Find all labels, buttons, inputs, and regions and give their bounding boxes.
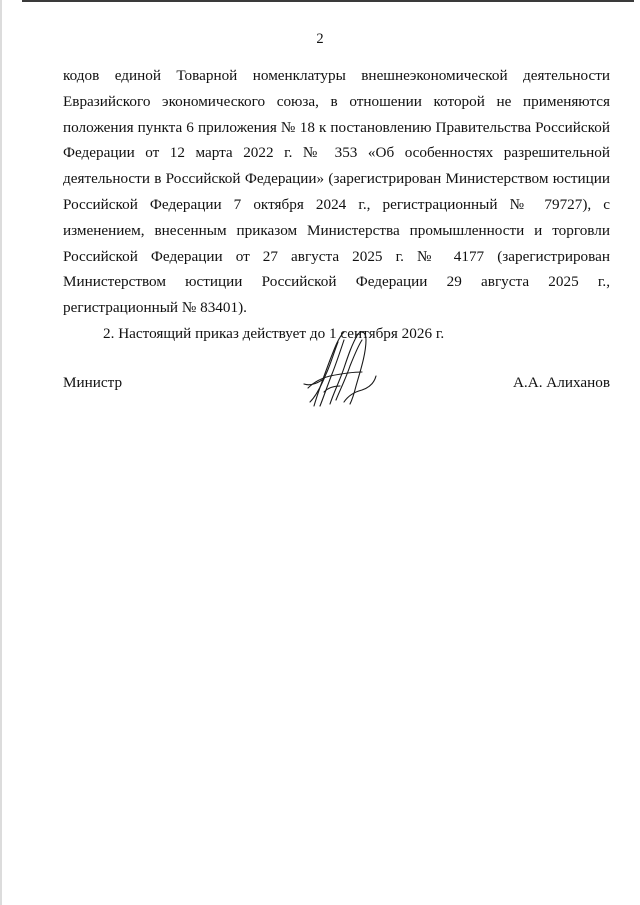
document-body [63,63,610,347]
page-number: 2 [316,31,324,47]
signer-name: А.А. Алиханов [512,374,610,391]
signer-title: Министр [63,374,123,391]
paragraph-1-continuation: кодов единой Товарной номенклатуры внешнеэкономической деятельности Евразийского экономического союза, в отношении которой не применяются положения пункта 6 приложения № 18 к постановлению Правительства Российской Федерации от 12 марта 2022 г. № 353 «Об особенностях разрешительной деятельности в Российской Федерации» (зарегистрирован Министерством юстиции Российской Федерации 7 октября 2024 г., регистрационный № 79727), с изменением, внесенным приказом Министерства промышленности и торговли Российской Федерации от 27 августа 2025 г. № 4177 (зарегистрирован Министерством юстиции Российской Федерации 29 августа 2025 г., регистрационный № 83401). [63,67,610,317]
page-left-edge [0,0,2,905]
page-top-rule [22,0,634,2]
paragraph-2-validity-clause: 2. Настоящий приказ действует до 1 сентября 2026 г. [103,324,445,342]
handwritten-signature-icon [300,326,380,410]
